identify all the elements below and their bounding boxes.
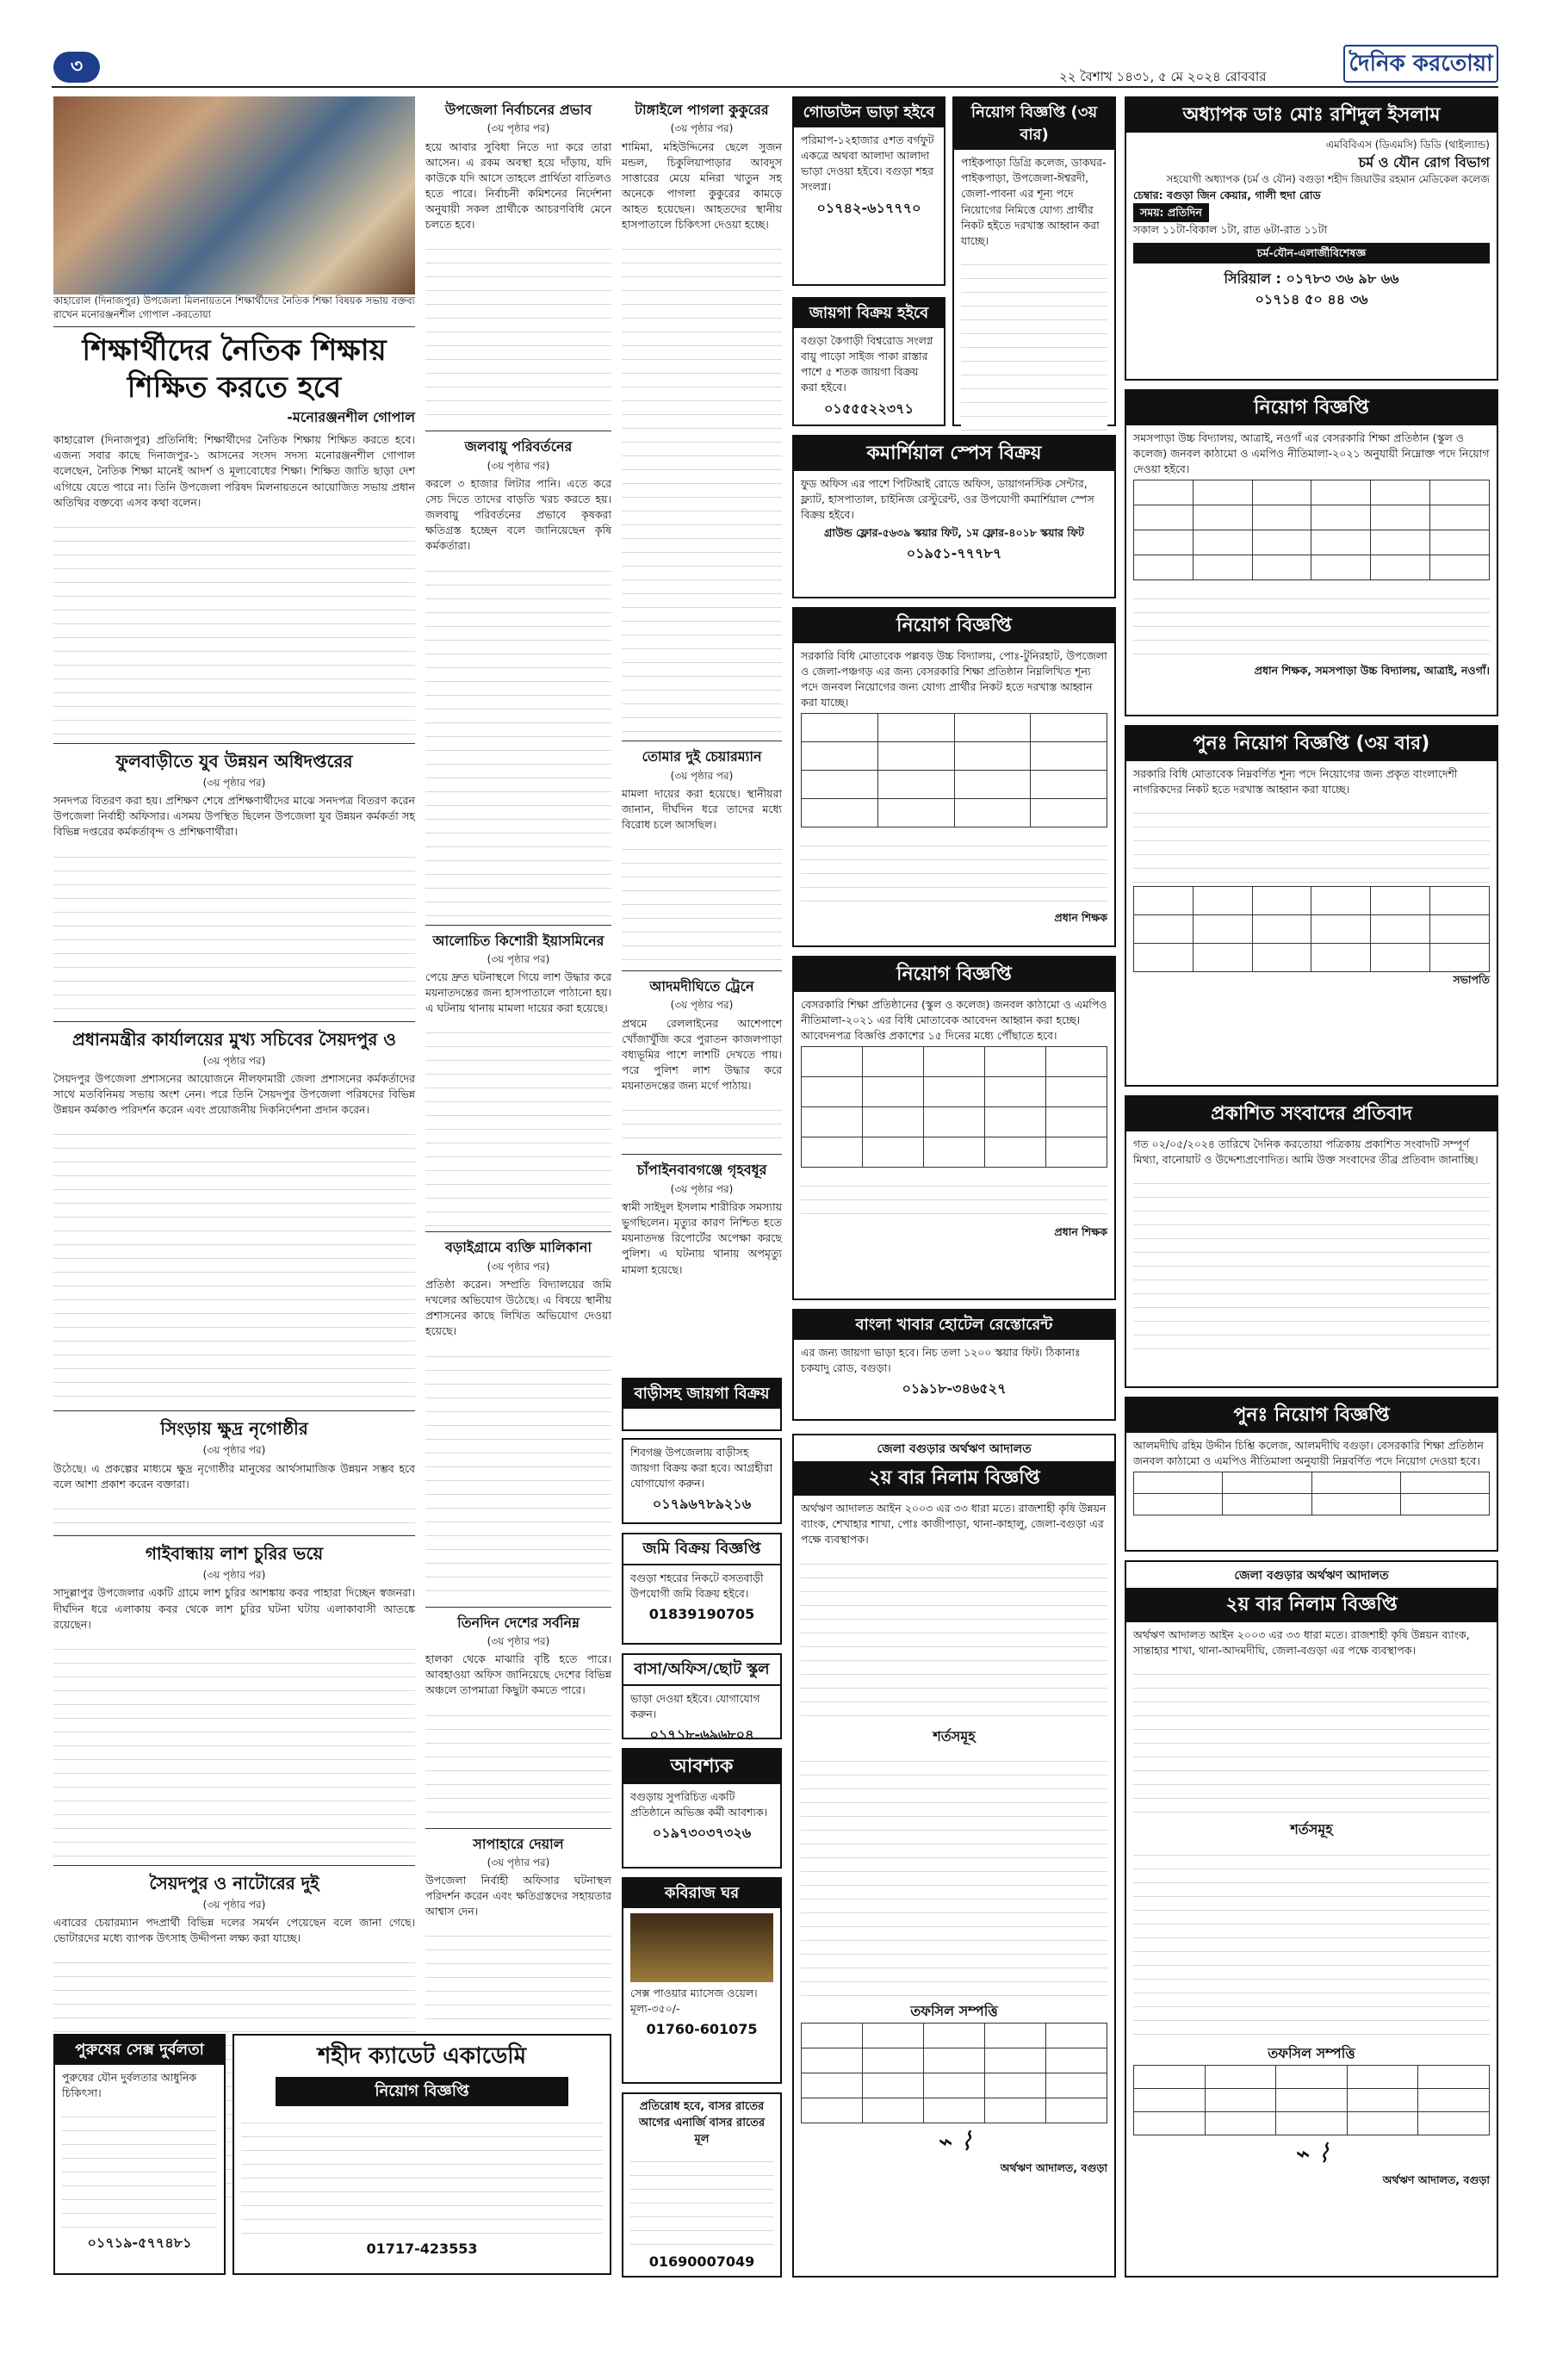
auction-signer: অর্থঋণ আদালত, বগুড়া: [1000, 2161, 1107, 2175]
ad-rent: [622, 1653, 782, 1744]
ad-title: পুরুষের সেক্স দুর্বলতা: [55, 2036, 224, 2065]
continued-tag: (৩য় পৃষ্ঠার পর): [487, 952, 550, 965]
doctor-chamber: চেম্বার: বগুড়া জিন কেয়ার, গালী হুদা রোড: [1133, 188, 1321, 201]
headline-sapahar: সাপাহারে দেয়াল: [473, 1835, 564, 1852]
auction-notice-left: [792, 1434, 1116, 2278]
herbal-text-block: [630, 2148, 773, 2252]
ad-phone: ০১৯৭৩০৩৭৩২৬: [652, 1825, 752, 1842]
ad-phone: ০১৭৯৬৭৮৯২১৬: [652, 1496, 752, 1513]
product-bottle-image: [630, 1913, 773, 1982]
ad-title: বাংলা খাবার হোটেল রেস্তোরেন্ট: [794, 1311, 1114, 1340]
article-body: প্রতিষ্ঠা করেন। সম্প্রতি বিদ্যালয়ের জমি দখলের অভিযোগ উঠেছে। এ বিষয়ে স্থানীয় প্রশাসনের কাছে লিখিত অভিযোগ দেওয়া হয়েছে।: [425, 1278, 611, 1338]
ad-title: আবশ্যক: [623, 1750, 780, 1784]
headline-saidpur: প্রধানমন্ত্রীর কার্যালয়ের মুখ্য সচিবের সৈয়দপুর ও: [71, 1028, 397, 1050]
ad-title: গোডাউন ভাড়া হইবে: [794, 98, 944, 127]
court-name: জেলা বগুড়ার অর্থঋণ আদালত: [1234, 1569, 1389, 1583]
auction-text-block: [801, 1551, 1107, 1723]
ad-title: বাসা/অফিস/ছোট স্কুল: [623, 1655, 780, 1686]
notice-text-block: [1133, 586, 1490, 663]
header-rule: [52, 86, 1498, 88]
notice-right-1: [1125, 389, 1498, 716]
continued-tag: (৩য় পৃষ্ঠার পর): [487, 122, 550, 135]
article-text-block: [53, 514, 415, 738]
vacancy-table: [801, 1046, 1107, 1168]
notice-title: নিয়োগ বিজ্ঞপ্তি (৩য় বার): [954, 98, 1114, 150]
continued-tag: (৩য় পৃষ্ঠার পর): [202, 1898, 266, 1911]
doctor-name: অধ্যাপক ডাঃ মোঃ রশিদুল ইসলাম: [1126, 98, 1497, 133]
auction-title: ২য় বার নিলাম বিজ্ঞপ্তি: [794, 1461, 1114, 1496]
notice-body: আলমদীঘি রহিম উদ্দীন চিশ্তি কলেজ, আলমদীঘি বগুড়া। বেসরকারি শিক্ষা প্রতিষ্ঠান জনবল কাঠামো ও এমপিও নীতিমালা অনুযায়ী নিম্নবর্ণিত পদে নিয়োগ দেওয়া হবে।: [1133, 1438, 1485, 1468]
article-body: সাদুল্লাপুর উপজেলার একটি গ্রামে লাশ চুরির আশঙ্কায় কবর পাহারা দিচ্ছেন স্বজনরা। দীর্ঘদিন ধরে এলাকায় কবর থেকে লাশ চুরির ঘটনা ঘটায় এলাকাবাসী আতঙ্কে রয়েছেন।: [53, 1586, 415, 1631]
ad-commercial-space: [792, 435, 1116, 598]
article-body: এবারের চেয়ারম্যান পদপ্রার্থী বিভিন্ন দলের সমর্থন পেয়েছেন বলে জানা গেছে। ভোটারদের মধ্যে ব্যাপক উৎসাহ উদ্দীপনা লক্ষ্য করা যাচ্ছে।: [53, 1916, 415, 1945]
column-3: [622, 96, 782, 1302]
ad-body: সেক্স পাওয়ার ম্যাসেজ ওয়েল। মূল্য-৩৫০/-: [630, 1986, 758, 2016]
headline-singra: সিংড়ায় ক্ষুদ্র নৃগোষ্ঠীর: [160, 1418, 308, 1440]
headline-baraigram: বড়াইগ্রামে ব্যক্তি মালিকানা: [444, 1239, 592, 1256]
ad-body: ফুড অফিস এর পাশে পিটিআই রোডে অফিস, ডায়াগনস্টিক সেন্টার, ফ্ল্যাট, হাসপাতাল, চাইনিজ রেস্টুরেন্ট, ওর উপযোগী কমার্শিয়াল স্পেস বিক্রয় হইবে।: [801, 476, 1094, 522]
article-body: করলে ৩ হাজার লিটার পানি। এতে করে সেচ দিতে তাদের বাড়তি খরচ করতে হয়। জলবায়ু পরিবর্তনের প্রভাবে কৃষকরা ক্ষতিগ্রস্ত হচ্ছেন বলে জানিয়েছেন কৃষি কর্মকর্তারা।: [425, 476, 611, 553]
protest-notice: [1125, 1095, 1498, 1388]
terms-text-block: [1133, 1842, 1490, 2040]
headline-chairman: তোমার দুই চেয়ারম্যান: [642, 748, 762, 765]
ad-restaurant-space: [792, 1309, 1116, 1421]
ad-body: পুরুষের যৌন দুর্বলতার আধুনিক চিকিৎসা।: [62, 2071, 197, 2100]
ad-cadet-academy: [232, 2034, 611, 2275]
academy-name: শহীদ ক্যাডেট একাডেমি: [317, 2043, 527, 2069]
notice-text-block: [1133, 800, 1490, 886]
headline-tangail: টাঙ্গাইলে পাগলা কুকুরের: [635, 102, 769, 118]
ad-phone: ০১৭১৯-৫৭৭৪৮১: [87, 2234, 192, 2252]
ad-detail: গ্রাউন্ড ফ্লোর-৫৬৩৯ স্কয়ার ফিট, ১ম ফ্লোর-৪০১৮ স্কয়ার ফিট: [824, 526, 1084, 540]
continued-tag: (৩য় পৃষ্ঠার পর): [487, 1260, 550, 1273]
article-text-block: [425, 1923, 611, 2026]
news-photo: [53, 96, 415, 294]
notice-right-2: [1125, 725, 1498, 1087]
ad-phone: 01760-601075: [646, 2021, 758, 2038]
notice-title: নিয়োগ বিজ্ঞপ্তি: [794, 958, 1114, 992]
article-text-block: [53, 1636, 415, 1860]
ad-phone: 01839190705: [648, 1606, 755, 1623]
ad-herbal: [622, 2092, 782, 2278]
vacancy-table: [1133, 886, 1490, 972]
continued-tag: (৩য় পৃষ্ঠার পর): [670, 122, 734, 135]
auction-body: অর্থঋণ আদালত আইন ২০০৩ এর ৩৩ ধারা মতে। রাজশাহী কৃষি উন্নয়ন ব্যাংক, সান্তাহার শাখা, থানা-আদমদীঘি, জেলা-বগুড়া এর পক্ষে ব্যবস্থাপক।: [1133, 1628, 1470, 1658]
vacancy-table: [1133, 480, 1490, 580]
ad-doctor: [1125, 96, 1498, 381]
protest-text-block: [1133, 1170, 1490, 1351]
ad-title: জমি বিক্রয় বিজ্ঞপ্তি: [623, 1534, 780, 1565]
notice-signer: প্রধান শিক্ষক: [1054, 1225, 1107, 1239]
article-text-block: [425, 1702, 611, 1823]
article-body: পেয়ে দ্রুত ঘটনাস্থলে গিয়ে লাশ উদ্ধার করে ময়নাতদন্তের জন্য হাসপাতালে পাঠানো হয়। এ ঘটনায় থানায় মামলা দায়ের করা হয়েছে।: [425, 970, 611, 1015]
dateline: ২২ বৈশাখ ১৪৩১, ৫ মে ২০২৪ রোববার: [1059, 69, 1267, 84]
article-body: সৈয়দপুর উপজেলা প্রশাসনের আয়োজনে নীলফামারী জেলা প্রশাসনের কর্মকর্তাদের সাথে মতবিনিময় সভায় অংশ নেন। পরে তিনি সৈয়দপুর উপজেলা পরিষদের বিভিন্ন উন্নয়ন কর্মকাণ্ড পরিদর্শন করেন এবং প্রয়োজনীয় দিকনির্দেশনা প্রদান করেন।: [53, 1072, 415, 1117]
article-text-block: [622, 836, 782, 965]
ad-phone: ০১৯৫১-৭৭৭৮৭: [906, 545, 1002, 562]
ad-title: কবিরাজ ঘর: [623, 1879, 780, 1908]
ad-title: কমার্শিয়াল স্পেস বিক্রয়: [794, 437, 1114, 471]
headline-temperature: তিনদিন দেশের সর্বনিম্ন: [457, 1614, 580, 1631]
doctor-degrees: এমবিবিএস (ডিএমসি) ডিডি (থাইল্যান্ড): [1325, 138, 1490, 151]
notice-school: [792, 607, 1116, 947]
article-text-block: [53, 844, 415, 1016]
serial-phone: সিরিয়াল : ০১৭৮৩ ৩৬ ৯৮ ৬৬: [1224, 270, 1399, 288]
ad-phone: ০১৫৫৫২২৩৭১: [824, 400, 914, 417]
continued-tag: (৩য় পৃষ্ঠার পর): [670, 769, 734, 782]
doctor-phone: ০১৭১৪ ৫০ ৪৪ ৩৬: [1255, 290, 1368, 307]
article-text-block: [425, 558, 611, 920]
headline-chapai: চাঁপাইনবাবগঞ্জে গৃহবধূর: [636, 1162, 767, 1179]
ad-land-sale-2: [792, 297, 946, 426]
schedule-heading: তফসিল সম্পত্তি: [1268, 2044, 1355, 2061]
continued-tag: (৩য় পৃষ্ঠার পর): [202, 776, 266, 789]
ad-land-house: [622, 1378, 782, 1431]
ad-land-house-body: [622, 1438, 782, 1524]
terms-text-block: [801, 1748, 1107, 1998]
article-text-block: [622, 1097, 782, 1149]
ad-title: জায়গা বিক্রয় হইবে: [794, 299, 944, 328]
schedule-table: [1133, 2065, 1490, 2135]
continued-tag: (৩য় পৃষ্ঠার পর): [202, 1569, 266, 1582]
notice-text-block: [961, 251, 1107, 441]
article-body: শামিমা, মহিউদ্দিনের ছেলে সুজন মন্ডল, চিকুলিয়াপাড়ার আবদুস সাত্তারের মেয়ে মনিরা খাতুন সহ অনেকে পাগলা কুকুরের কামড়ে আহত হয়েছেন। আহতদের স্থানীয় হাসপাতালে চিকিৎসা দেওয়া হচ্ছে।: [622, 139, 782, 232]
ad-body: পরিমাপ-১২হাজার ৫শত বর্গফুট একত্রে অথবা আলাদা আলাদা ভাড়া দেওয়া হইবে। বগুড়া শহর সংলগ্ন।: [801, 133, 934, 194]
auction-signer: অর্থঋণ আদালত, বগুড়া: [1382, 2173, 1490, 2187]
notice-signer: প্রধান শিক্ষক, সমসপাড়া উচ্চ বিদ্যালয়, আত্রাই, নওগাঁ।: [1254, 664, 1490, 678]
masthead-logo: দৈনিক করতোয়া: [1343, 45, 1498, 83]
ad-phone: ০১৭৪২-৬১৭৭৭০: [816, 199, 921, 216]
lead-headline: শিক্ষার্থীদের নৈতিক শিক্ষায় শিক্ষিত করতে হবে: [82, 333, 387, 405]
protest-title: প্রকাশিত সংবাদের প্রতিবাদ: [1126, 1097, 1497, 1131]
judge-signature: ⌁ ⌇: [935, 2126, 973, 2157]
ad-phone: ০১৯১৮-৩৪৬৫২৭: [902, 1380, 1007, 1398]
continued-tag: (৩য় পৃষ্ঠার পর): [487, 459, 550, 472]
article-body: প্রথমে রেললাইনের আশেপাশে খোঁজাখুঁজি করে পুরাতন কাজলপাড়া বধ্যভূমির পাশে লাশটি দেখতে পায়। পরে পুলিশ লাশ উদ্ধার করে ময়নাতদন্তের জন্য মর্গে পাঠায়।: [622, 1016, 782, 1093]
auction-body: অর্থঋণ আদালত আইন ২০০৩ এর ৩৩ ধারা মতে। রাজশাহী কৃষি উন্নয়ন ব্যাংক, শেখাহার শাখা, পোঃ কাজীপাড়া, থানা-কাহালু, জেলা-বগুড়া এর পক্ষে ব্যবস্থাপক।: [801, 1502, 1107, 1546]
photo-caption: কাহারোল (দিনাজপুর) উপজেলা মিলনায়তনে শিক্ষার্থীদের নৈতিক শিক্ষা বিষয়ক সভায় বক্তব্য রাখেন মনোরঞ্জনশীল গোপাল -করতোয়া: [53, 294, 415, 320]
notice-body: পাইকপাড়া ডিগ্রি কলেজ, ডাকঘর-পাইকপাড়া, উপজেলা-ঈশ্বরদী, জেলা-পাবনা এর শূন্য পদে নিয়োগের নিমিত্তে যোগ্য প্রার্থীর নিকট হইতে দরখাস্ত আহ্বান করা যাচ্ছে।: [961, 156, 1107, 247]
article-body: হালকা থেকে মাঝারি বৃষ্টি হতে পারে। আবহাওয়া অফিস জানিয়েছে দেশের বিভিন্ন অঞ্চলে তাপমাত্রা কিছুটা কমতে পারে।: [425, 1652, 611, 1697]
lead-body: কাহারোল (দিনাজপুর) প্রতিনিধি: শিক্ষার্থীদের নৈতিক শিক্ষায় শিক্ষিত করতে হবে। এজন্য সবার কাছে দিনাজপুর-১ আসনের সংসদ সদস্য মনোরঞ্জনশীল গোপাল বলেছেন, নৈতিক শিক্ষা মানেই আদর্শ ও মূল্যবোধের শিক্ষা। শিক্ষিত জাতি ছাড়া দেশ এগিয়ে যেতে পারে না। তিনি উপজেলা পরিষদ মিলনায়তনে আয়োজিত সভায় প্রধান অতিথির বক্তব্যে এসব কথা বলেন।: [53, 433, 415, 509]
protest-body: গত ০২/০৫/২০২৪ তারিখে দৈনিক করতোয়া পত্রিকায় প্রকাশিত সংবাদটি সম্পূর্ণ মিথ্যা, বানোয়াট ও উদ্দেশ্যপ্রণোদিত। আমি উক্ত সংবাদের তীব্র প্রতিবাদ জানাচ্ছি।: [1133, 1137, 1479, 1167]
ad-body: ভাড়া দেওয়া হইবে। যোগাযোগ করুন।: [630, 1692, 760, 1721]
vacancy-table: [801, 713, 1107, 827]
ad-godown-rent: [792, 96, 946, 286]
terms-heading: শর্তসমূহ: [933, 1727, 976, 1745]
continued-tag: (৩য় পৃষ্ঠার পর): [202, 1444, 266, 1457]
auction-text-block: [1133, 1661, 1490, 1816]
notice-recruitment-2: [792, 956, 1116, 1300]
headline-fulbari: ফুলবাড়ীতে যুব উন্নয়ন অধিদপ্তরের: [115, 750, 353, 772]
ad-phone: ০১৭১৮-৬৯৬৮০৪: [649, 1726, 754, 1744]
notice-signer: সভাপতি: [1453, 973, 1490, 987]
time-label: সময়: প্রতিদিন: [1133, 203, 1209, 222]
herbal-phone: 01690007049: [648, 2253, 755, 2270]
herbal-title: প্রতিরোধ হবে, বাসর রাতের আগের এনার্জি বাসর রাতের মূল: [638, 2100, 766, 2146]
notice-college-3rd: [952, 96, 1116, 426]
notice-title: নিয়োগ বিজ্ঞপ্তি: [1126, 391, 1497, 425]
ad-body: শিবগঞ্জ উপজেলায় বাড়ীসহ জায়গা বিক্রয় করা হবে। আগ্রহীরা যোগাযোগ করুন।: [630, 1446, 773, 1491]
column-2: [425, 96, 611, 2025]
academy-phone: 01717-423553: [366, 2240, 478, 2257]
schedule-table: [801, 2023, 1107, 2123]
notice-signer: প্রধান শিক্ষক: [1054, 911, 1107, 925]
terms-heading: শর্তসমূহ: [1290, 1821, 1333, 1838]
ad-wanted: [622, 1748, 782, 1869]
continued-tag: (৩য় পৃষ্ঠার পর): [670, 999, 734, 1012]
headline-climate: জলবায়ু পরিবর্তনের: [464, 438, 573, 456]
auction-notice-right: [1125, 1560, 1498, 2278]
headline-yasmin: আলোচিত কিশোরী ইয়াসমিনের: [432, 932, 604, 949]
continued-tag: (৩য় পৃষ্ঠার পর): [487, 1856, 550, 1869]
time-body: সকাল ১১টা-বিকাল ১টা, রাত ৬টা-রাত ১১টা: [1133, 223, 1328, 237]
academy-text-block: [241, 2110, 603, 2239]
notice-body: বেসরকারি শিক্ষা প্রতিষ্ঠানের (স্কুল ও কলেজ) জনবল কাঠামো ও এমপিও নীতিমালা-২০২১ এর বিধি মোতাবেক আবেদন আহ্বান করা হচ্ছে। আবেদনপত্র বিজ্ঞপ্তি প্রকাশের ১৫ দিনের মধ্যে পৌঁছাতে হবে।: [801, 997, 1107, 1043]
article-text-block: [622, 236, 782, 735]
schedule-heading: তফসিল সম্পত্তি: [910, 2002, 998, 2019]
notice-body: সরকারি বিধি মোতাবেক পল্লবড় উচ্চ বিদ্যালয়, পোঃ-টুনিরহাট, উপজেলা ও জেলা-পঞ্চগড় এর জন্য বেসরকারি শিক্ষা প্রতিষ্ঠান নিম্নলিখিত শূন্য পদে জনবল নিয়োগের জন্য যোগ্য প্রার্থীর নিকট হতে দরখাস্ত আহ্বান করা যাচ্ছে।: [801, 648, 1107, 710]
auction-title: ২য় বার নিলাম বিজ্ঞপ্তি: [1126, 1588, 1497, 1622]
page-number: ৩: [53, 52, 100, 83]
article-text-block: [425, 236, 611, 425]
court-name: জেলা বগুড়ার অর্থঋণ আদালত: [877, 1442, 1032, 1456]
headline-gaibandha: গাইবান্ধায় লাশ চুরির ভয়ে: [145, 1543, 324, 1565]
re-recruitment-notice: [1125, 1397, 1498, 1552]
article-text-block: [53, 1121, 415, 1405]
headline-saidpur-natore: সৈয়দপুর ও নাটোরের দুই: [149, 1872, 319, 1893]
article-body: হয়ে আবার সুবিধা নিতে দ্যা করে তারা আসেন। এ রকম অবস্থা হয়ে দাঁড়ায়, যদি কাউকে যদি আসে তাহলে প্রার্থিতা বাতিলও হতে পারে। নির্বাচনী কমিশনের নির্দেশনা অনুযায়ী সকল প্রার্থীকে আচরণবিধি মেনে চলতে হবে।: [425, 139, 611, 232]
article-body: উপজেলা নির্বাহী অফিসার ঘটনাস্থল পরিদর্শন করেন এবং ক্ষতিগ্রস্তদের সহায়তার আশ্বাস দেন।: [425, 1874, 611, 1918]
notice-title: পুনঃ নিয়োগ বিজ্ঞপ্তি (৩য় বার): [1126, 727, 1497, 761]
notice-text-block: [801, 1173, 1107, 1224]
column-1: [53, 96, 415, 2284]
notice-body: সমসপাড়া উচ্চ বিদ্যালয়, আত্রাই, নওগাঁ এর বেসরকারি শিক্ষা প্রতিষ্ঠান (স্কুল ও কলেজ) জনবল কাঠামো ও এমপিও নীতিমালা-২০২১ অনুযায়ী নিম্নোক্ত পদে নিয়োগ দেওয়া হইবে।: [1133, 431, 1490, 476]
continued-tag: (৩য় পৃষ্ঠার পর): [202, 1054, 266, 1067]
article-body: সনদপত্র বিতরণ করা হয়। প্রশিক্ষণ শেষে প্রশিক্ষণার্থীদের মাঝে সনদপত্র বিতরণ করেন উপজেলা নির্বাহী অফিসার। এসময় উপস্থিত ছিলেন উপজেলা যুব উন্নয়ন কর্মকর্তা সহ বিভিন্ন দপ্তরের কর্মকর্তাবৃন্দ ও প্রশিক্ষণার্থীরা।: [53, 794, 415, 839]
notice-title: নিয়োগ বিজ্ঞপ্তি: [794, 609, 1114, 643]
notice-title: পুনঃ নিয়োগ বিজ্ঞপ্তি: [1126, 1398, 1497, 1433]
academy-notice-title: নিয়োগ বিজ্ঞপ্তি: [276, 2077, 568, 2106]
ad-kabiraj: [622, 1877, 782, 2084]
ad-title: বাড়ীসহ জায়গা বিক্রয়: [623, 1379, 780, 1409]
article-body: স্বামী সাইদুল ইসলাম শারীরিক সমস্যায় ভুগছিলেন। মৃত্যুর কারণ নিশ্চিত হতে ময়নাতদন্ত রিপোর্টের অপেক্ষা করছে পুলিশ। এ ঘটনায় থানায় অপমৃত্যু মামলা হয়েছে।: [622, 1200, 782, 1276]
notice-body: সরকারি বিধি মোতাবেক নিম্নবর্ণিত শূন্য পদে নিয়োগের জন্য প্রকৃত বাংলাদেশী নাগরিকদের নিকট হতে দরখাস্ত আহ্বান করা যাচ্ছে।: [1133, 766, 1458, 796]
ad-body: বগুড়া শহরের নিকটে বসতবাড়ী উপযোগী জমি বিক্রয় হইবে।: [630, 1571, 764, 1601]
ad-land-sale: [622, 1533, 782, 1645]
article-text-block: [425, 1343, 611, 1602]
ad-mens-health: [53, 2034, 226, 2275]
article-body: উঠেছে। এ প্রকল্পের মাধ্যমে ক্ষুদ্র নৃগোষ্ঠীর মানুষের আর্থসামাজিক উন্নয়ন সম্ভব হবে বলে আশা প্রকাশ করেন বক্তারা।: [53, 1461, 415, 1491]
vacancy-table: [1133, 1472, 1490, 1515]
continued-tag: (৩য় পৃষ্ঠার পর): [487, 1634, 550, 1647]
judge-signature: ⌁ ⌇: [1293, 2138, 1330, 2169]
article-text-block: [425, 1020, 611, 1226]
headline-adamdighi: আদমদীঘিতে ট্রেনে: [649, 978, 754, 995]
ad-body: বগুড়া কৈগাড়ী বিশ্বরোড সংলগ্ন বায়ু পাড়ো সাইজ পাকা রাস্তার পাশে ৫ শতক জায়গা বিক্রয় করা হইবে।: [801, 334, 933, 394]
specialist-tag: চর্ম-যৌন-এলার্জীবিশেষজ্ঞ: [1133, 243, 1490, 263]
lead-byline: -মনোরঞ্জনশীল গোপাল: [287, 409, 415, 426]
ad-body: এর জন্য জায়গা ভাড়া হবে। নিচ তলা ১২০০ স্কয়ার ফিট। ঠিকানাঃ চকযাদু রোড, বগুড়া।: [801, 1346, 1081, 1375]
article-text-block: [53, 1496, 415, 1530]
doctor-hospital: সহযোগী অধ্যাপক (চর্ম ও যৌন) বগুড়া শহীদ জিয়াউর রহমান মেডিকেল কলেজ: [1166, 173, 1490, 186]
ad-text-block: [62, 2104, 217, 2233]
notice-text-block: [801, 833, 1107, 910]
ad-body: বগুড়ায় সুপরিচিত একটি প্রতিষ্ঠানে অভিজ্ঞ কর্মী আবশ্যক।: [630, 1789, 768, 1819]
doctor-specialty: চর্ম ও যৌন রোগ বিভাগ: [1358, 154, 1490, 171]
headline-election: উপজেলা নির্বাচনের প্রভাব: [444, 102, 592, 118]
article-body: মামলা দায়ের করা হয়েছে। স্থানীয়রা জানান, দীর্ঘদিন ধরে তাদের মধ্যে বিরোধ চলে আসছিল।: [622, 786, 782, 832]
continued-tag: (৩য় পৃষ্ঠার পর): [670, 1182, 734, 1195]
